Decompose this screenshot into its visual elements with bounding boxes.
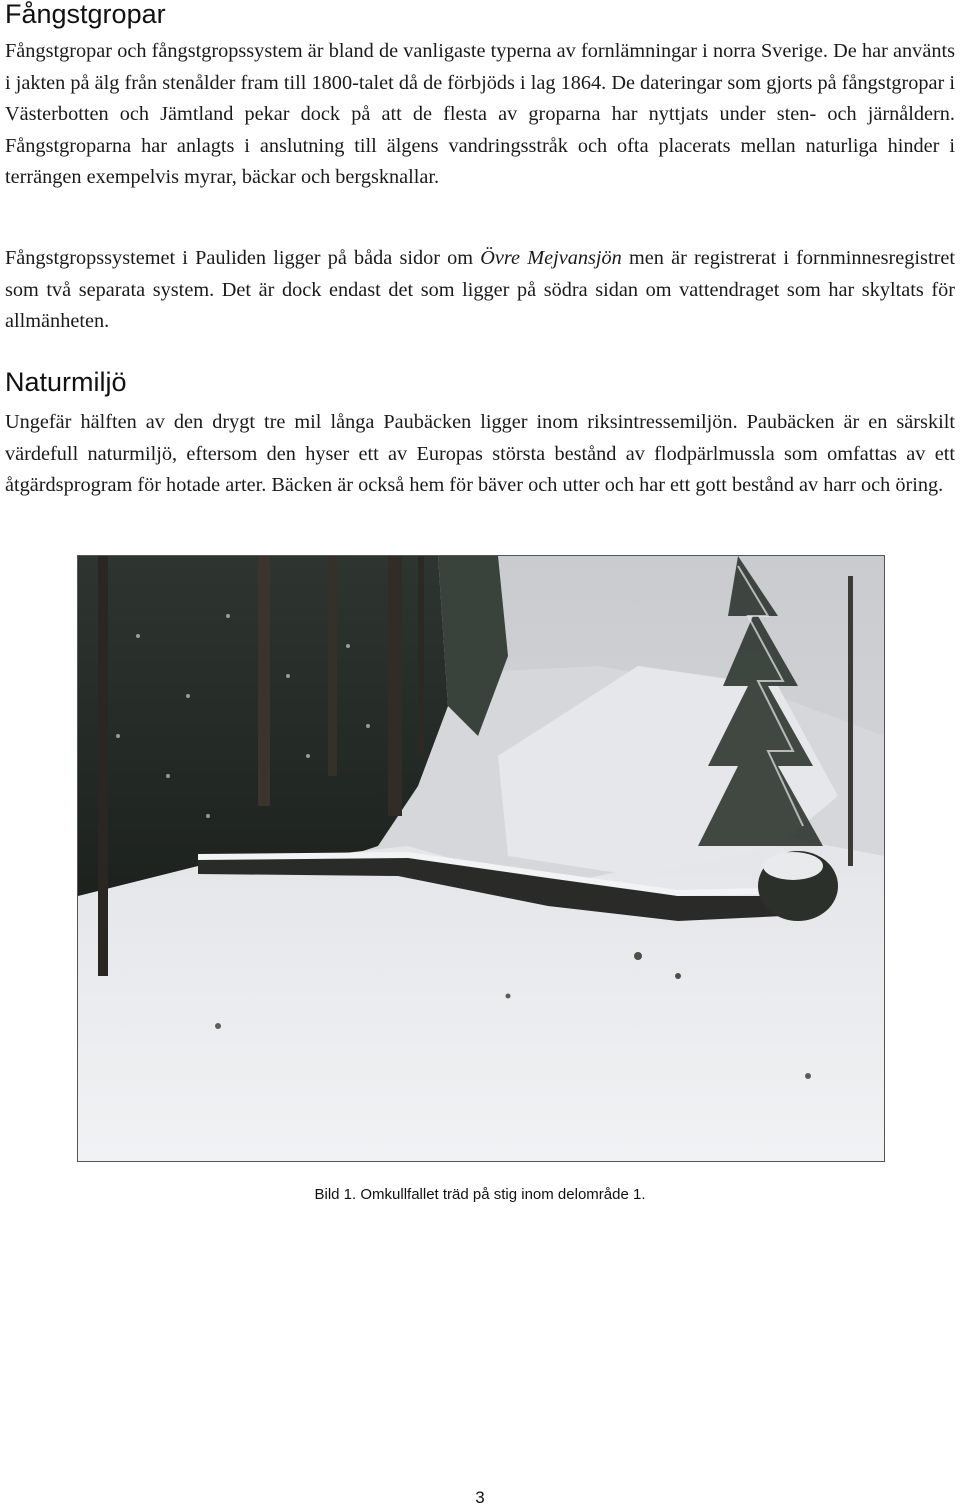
paragraph-fangstgropar-intro: Fångstgropar och fångstgropssystem är bland de vanligaste typerna av fornlämningar i norra Sverige. De har använts i jakten på älg från stenålder fram till 1800-talet då de förbjöds i lag 1864. De dateringar som gjorts på fångstgropar i Västerbotten och Jämtland pekar dock på att de flesta av groparna har nyttjats under sten- och järnåldern. Fångstgroparna har anlagts i anslutning till älgens vandringsstråk och ofta placerats mellan naturliga hinder i terrängen exempelvis myrar, bäckar och bergsknallar. bbox=[5, 40, 955, 188]
photo-illustration bbox=[78, 556, 884, 1161]
forest-snow-photo bbox=[77, 555, 885, 1162]
paragraph-text-after: men är registrerat i fornminnesregistret som två separata system. Det är dock endast det som ligger på södra sidan om vattendraget som har skyltats för allmänheten. bbox=[5, 247, 955, 332]
lake-name-italic: Övre Mejvansjön bbox=[480, 247, 622, 269]
section-heading-fangstgropar: Fångstgropar bbox=[5, 0, 166, 29]
paragraph-pauliden-system bbox=[5, 243, 955, 338]
figure-caption: Bild 1. Omkullfallet träd på stig inom delområde 1. bbox=[314, 1186, 646, 1203]
paragraph-naturmiljo: Ungefär hälften av den drygt tre mil långa Paubäcken ligger inom riksintressemiljön. Paubäcken är en särskilt värdefull naturmiljö, eftersom den hyser ett av Europas största bestånd av flodpärlmussla som omfattas av ett åtgärdsprogram för hotade arter. Bäcken är också hem för bäver och utter och har ett gott bestånd av harr och öring. bbox=[5, 411, 955, 496]
paragraph-text-before: Fångstgropssystemet i Pauliden ligger på båda sidor om bbox=[5, 247, 481, 269]
section-heading-naturmiljo: Naturmiljö bbox=[5, 367, 127, 397]
page-number: 3 bbox=[475, 1488, 485, 1507]
